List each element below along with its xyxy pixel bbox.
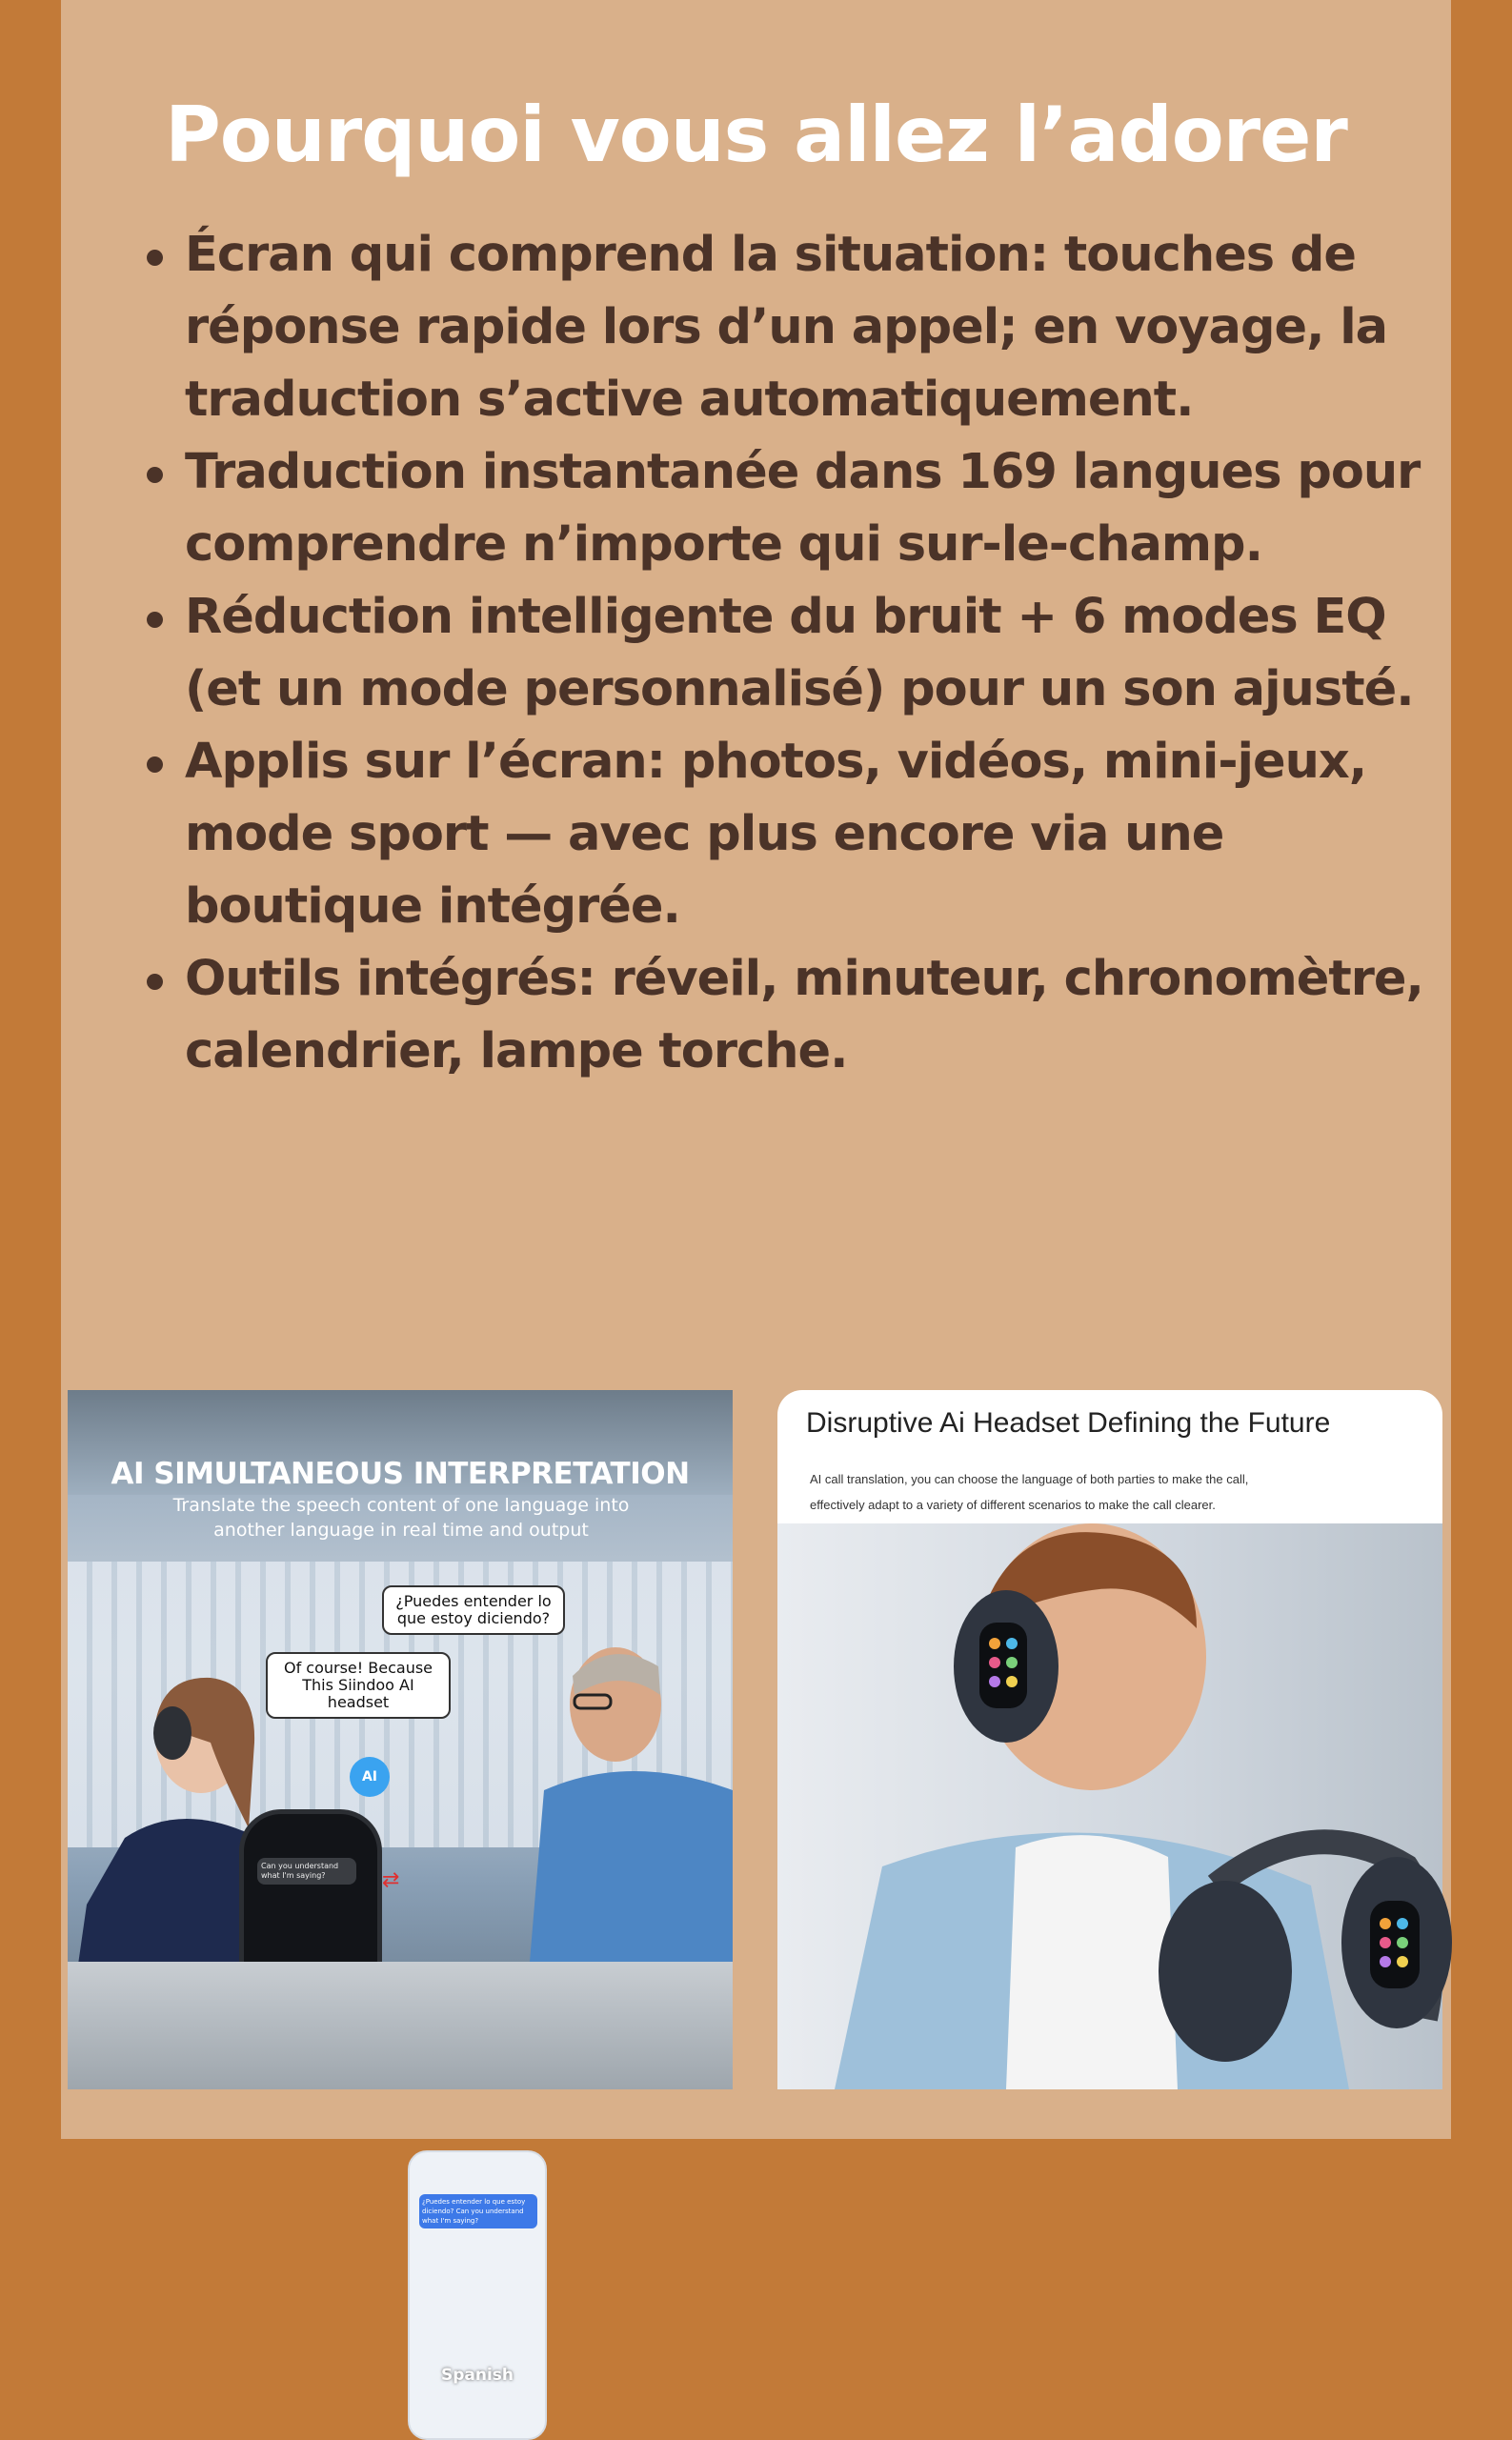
feature-item: Applis sur l’écran: photos, vidéos, mini-jeux, mode sport — avec plus encore via une boutique intégrée. [185, 726, 1423, 943]
phone-message: ¿Puedes entender lo que estoy diciendo? Can you understand what I'm saying? [419, 2194, 537, 2228]
headset-promo-image [777, 1390, 1442, 2089]
feature-item: Écran qui comprend la situation: touches de réponse rapide lors d’un appel; en voyage, la traduction s’active automatiquement. [185, 219, 1423, 436]
feature-list [185, 219, 1423, 1088]
speech-bubble-spanish: ¿Puedes entender lo que estoy diciendo? [382, 1585, 565, 1635]
ai-badge-icon: AI [350, 1757, 390, 1797]
table-surface [68, 1962, 733, 2089]
promo-title: Disruptive Ai Headset Defining the Future [806, 1407, 1331, 1439]
device-message: Can you understand what I'm saying? [257, 1858, 356, 1885]
promo-description: AI call translation, you can choose the language of both parties to make the call, effectively adapt to a variety of different scenarios to make the call clearer. [810, 1472, 1249, 1512]
page-title: Pourquoi vous allez l’adorer [165, 91, 1347, 179]
swap-arrows-icon: ⇄ [382, 1868, 400, 1892]
phone-language-label: Spanish [440, 2366, 514, 2385]
feature-item: Réduction intelligente du bruit + 6 modes EQ (et un mode personnalisé) pour un son ajusté. [185, 581, 1423, 726]
speech-bubble-english: Of course! Because This Siindoo AI headset [266, 1652, 451, 1719]
image-subheading: Translate the speech content of one language into another language in real time and output [172, 1495, 630, 1541]
phone-screen [408, 2150, 547, 2440]
feature-item: Traduction instantanée dans 169 langues pour comprendre n’importe qui sur-le-champ. [185, 436, 1423, 581]
image-heading: AI SIMULTANEOUS INTERPRETATION [111, 1457, 690, 1491]
content-panel [61, 0, 1451, 2385]
feature-item: Outils intégrés: réveil, minuteur, chronomètre, calendrier, lampe torche. [185, 943, 1423, 1088]
interpretation-image [68, 1390, 733, 2385]
smiling-man-with-headset-figure [777, 1523, 1442, 2089]
promo-photo [777, 1523, 1442, 2089]
